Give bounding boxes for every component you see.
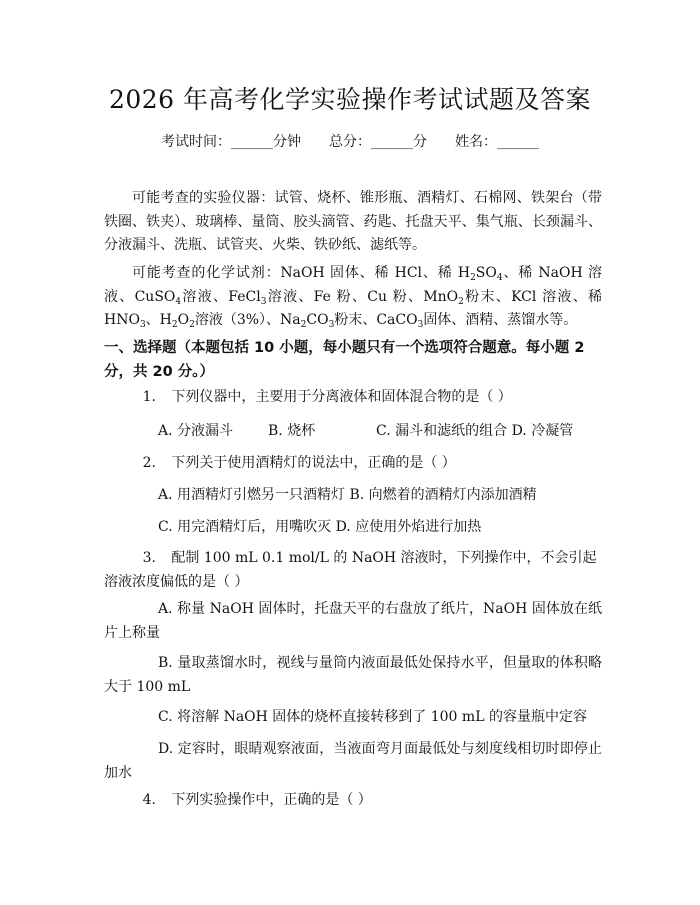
question-3-option-a: A. 称量 NaOH 固体时，托盘天平的右盘放了纸片，NaOH 固体放在纸片上称量 (104, 601, 602, 641)
question-2-options-ab: A. 用酒精灯引燃另一只酒精灯 B. 向燃着的酒精灯内添加酒精 (158, 487, 537, 503)
question-3-option-c: C. 将溶解 NaOH 固体的烧杯直接转移到了 100 mL 的容量瓶中定容 (158, 709, 587, 725)
section-heading-choice: 一、选择题（本题包括 10 小题，每小题只有一个选项符合题意。每小题 2 分，共 20 分。） (104, 340, 585, 380)
question-1-options (158, 420, 573, 444)
question-3 (104, 547, 602, 594)
exam-info-line (0, 131, 700, 151)
reagents-paragraph: 可能考查的化学试剂：NaOH 固体、稀 HCl、稀 $H_2SO_4$、稀 NaOH 溶液、CuSO$_4$溶液、FeCl$_3$溶液、Fe 粉、Cu 粉、MnO$_2$粉末、KCl 溶液、稀 $HNO_3$、$H_2O_2$溶液（3%）、$Na_2CO_3$粉末、CaCO$_3$固体、酒精、蒸馏水等。 (104, 265, 602, 330)
question-number: 2. (142, 455, 156, 471)
question-stem: 下列仪器中，主要用于分离液体和固体混合物的是（ ） (171, 389, 512, 405)
student-name-field: 姓名：______ (455, 134, 539, 150)
option-c: C. 漏斗和滤纸的组合 (376, 423, 508, 439)
question-stem: 下列实验操作中，正确的是（ ） (171, 792, 372, 808)
instruments-paragraph: 可能考查的实验仪器：试管、烧杯、锥形瓶、酒精灯、石棉网、铁架台（带铁圈、铁夹）、玻璃棒、量筒、胶头滴管、药匙、托盘天平、集气瓶、长颈漏斗、分液漏斗、洗瓶、试管夹、火柴、铁砂纸、滤纸等。 (104, 190, 602, 253)
question-number: 1. (142, 389, 156, 405)
total-score-field: 总分：______分 (329, 134, 427, 150)
option-b: B. 烧杯 (268, 423, 316, 439)
question-1 (104, 386, 602, 410)
question-3-option-b: B. 量取蒸馏水时，视线与量筒内液面最低处保持水平，但量取的体积略大于 100 mL (104, 655, 602, 695)
exam-time-field: 考试时间：______分钟 (161, 134, 301, 150)
question-2-options-cd: C. 用完酒精灯后，用嘴吹灭 D. 应使用外焰进行加热 (158, 519, 482, 535)
page-title: 2026 年高考化学实验操作考试试题及答案 (108, 85, 592, 114)
question-stem: 配制 100 mL 0.1 mol/L 的 NaOH 溶液时，下列操作中，不会引起溶液浓度偏低的是（ ） (104, 550, 597, 590)
question-number: 4. (142, 792, 156, 808)
question-stem: 下列关于使用酒精灯的说法中，正确的是（ ） (171, 455, 456, 471)
option-a: A. 分液漏斗 (158, 423, 234, 439)
question-number: 3. (142, 550, 156, 566)
question-3-option-d: D. 定容时，眼睛观察液面，当液面弯月面最低处与刻度线相切时即停止加水 (104, 741, 602, 781)
question-2 (104, 452, 602, 476)
option-d: D. 冷凝管 (511, 423, 574, 439)
question-4 (104, 789, 602, 813)
